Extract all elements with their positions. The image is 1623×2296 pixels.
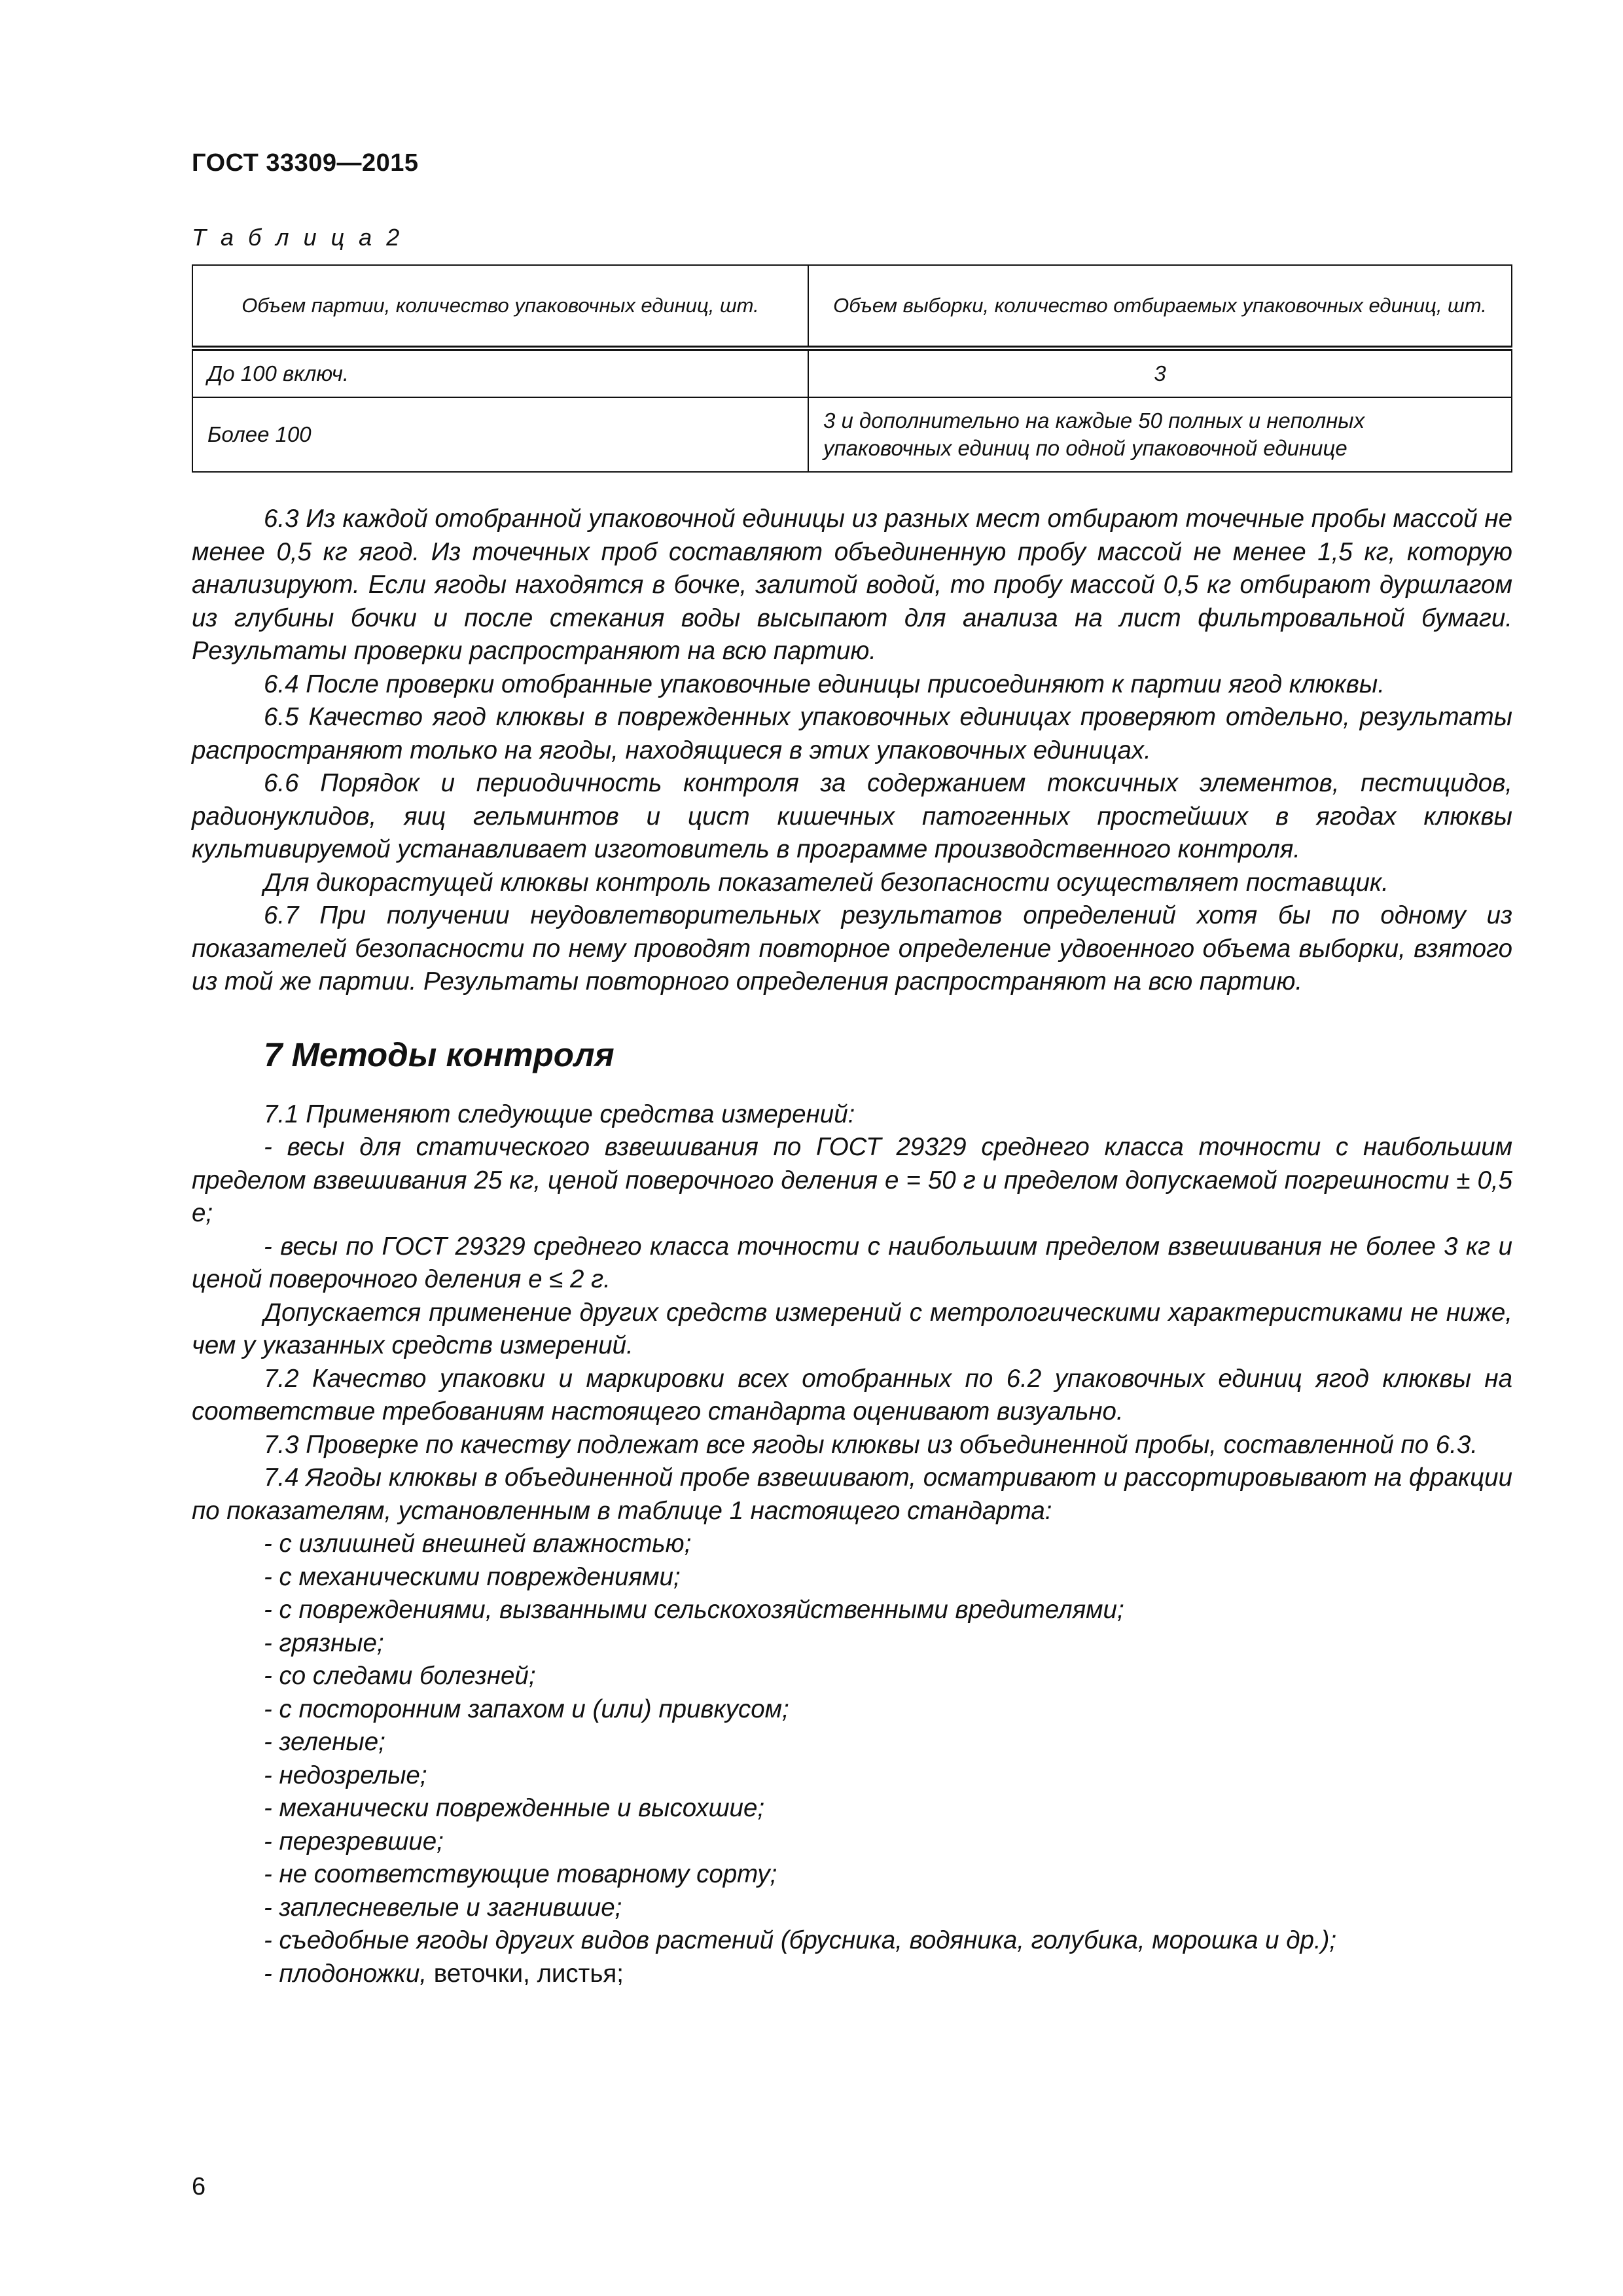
table-cell-sample: 3 и дополнительно на каждые 50 полных и неполных упаковочных единиц по одной упаковочной единице [808, 397, 1512, 472]
paragraph-7-3: 7.3 Проверке по качеству подлежат все ягоды клюквы из объединенной пробы, составленной по 6.3. [264, 1430, 1478, 1459]
list-item: - с механическими повреждениями; [264, 1562, 681, 1591]
table-header-row [192, 265, 1512, 348]
list-item-last-upright: веточки, листья; [427, 1959, 624, 1988]
list-item: - со следами болезней; [264, 1662, 536, 1690]
paragraph-7-1: 7.1 Применяют следующие средства измерений: [264, 1100, 855, 1128]
paragraph-6-6: 6.6 Порядок и периодичность контроля за содержанием токсичных элементов, пестицидов, радионуклидов, яиц гельминтов и цист кишечных патогенных простейших в ягодах клюквы культивируемой устанавливает изготовитель в программе производственного контроля. [192, 769, 1512, 863]
list-item-last [192, 1958, 1512, 1991]
document-body [192, 503, 1512, 1990]
paragraph-6-6-wild: Для дикорастущей клюквы контроль показателей безопасности осуществляет поставщик. [264, 868, 1389, 897]
list-item: - грязные; [264, 1628, 384, 1657]
list-item: - заплесневелые и загнившие; [264, 1893, 622, 1922]
list-item: - недозрелые; [264, 1761, 427, 1789]
list-item: - с повреждениями, вызванными сельскохозяйственными вредителями; [264, 1596, 1124, 1624]
list-item: - с посторонним запахом и (или) привкусом; [264, 1695, 789, 1723]
table-2 [192, 264, 1512, 473]
table-cell-sample: 3 [808, 348, 1512, 397]
table-row [192, 348, 1512, 397]
table-cell-lot: До 100 включ. [192, 348, 808, 397]
table-header-lot: Объем партии, количество упаковочных единиц, шт. [192, 265, 808, 348]
list-item: - перезревшие; [264, 1827, 444, 1856]
list-item: - механически поврежденные и высохшие; [264, 1794, 765, 1822]
paragraph-6-5: 6.5 Качество ягод клюквы в поврежденных упаковочных единицах проверяют отдельно, результаты распространяют только на ягоды, находящиеся в этих упаковочных единицах. [192, 703, 1512, 764]
paragraph-7-2: 7.2 Качество упаковки и маркировки всех отобранных по 6.2 упаковочных единиц ягод клюквы на соответствие требованиям настоящего стандарта оценивают визуально. [192, 1364, 1512, 1426]
list-item: - зеленые; [264, 1728, 385, 1756]
list-item: - съедобные ягоды других видов растений (брусника, водяника, голубика, морошка и др.); [264, 1926, 1337, 1954]
table-header-sample: Объем выборки, количество отбираемых упаковочных единиц, шт. [808, 265, 1512, 348]
table-row [192, 397, 1512, 472]
paragraph-7-1-scales-b: - весы по ГОСТ 29329 среднего класса точности с наибольшим пределом взвешивания не более 3 кг и ценой поверочного деления е ≤ 2 г. [192, 1232, 1512, 1293]
paragraph-6-3: 6.3 Из каждой отобранной упаковочной единицы из разных мест отбирают точечные пробы массой не менее 0,5 кг ягод. Из точечных проб составляют объединенную пробу массой не менее 1,5 кг, которую анализируют. Если ягоды находятся в бочке, залитой водой, то пробу массой 0,5 кг отбирают дуршлагом из глубины бочки и после стекания воды высыпают для анализа на лист фильтровальной бумаги. Результаты проверки распространяют на всю партию. [192, 505, 1512, 665]
table-cell-lot: Более 100 [192, 397, 808, 472]
paragraph-7-1-allowed: Допускается применение других средств измерений с метрологическими характеристиками не ниже, чем у указанных средств измерений. [192, 1298, 1512, 1359]
paragraph-7-4: 7.4 Ягоды клюквы в объединенной пробе взвешивают, осматривают и рассортировывают на фракции по показателям, установленным в таблице 1 настоящего стандарта: [192, 1463, 1512, 1525]
section-7-heading: 7 Методы контроля [264, 1035, 615, 1073]
paragraph-6-7: 6.7 При получении неудовлетворительных результатов определений хотя бы по одному из показателей безопасности по нему проводят повторное определение удвоенного объема выборки, взятого из той же партии. Результаты повторного определения распространяют на всю партию. [192, 901, 1512, 996]
paragraph-6-4: 6.4 После проверки отобранные упаковочные единицы присоединяют к партии ягод клюквы. [264, 670, 1385, 698]
list-item: - не соответствующие товарному сорту; [264, 1860, 777, 1888]
paragraph-7-1-scales-a: - весы для статического взвешивания по ГОСТ 29329 среднего класса точности с наибольшим пределом взвешивания 25 кг, ценой поверочного деления е = 50 г и пределом допускаемой погрешности ± 0,5 е; [192, 1133, 1512, 1227]
page-number: 6 [192, 2173, 206, 2200]
list-item-last-italic: - плодоножки, [264, 1959, 427, 1988]
standard-designation: ГОСТ 33309—2015 [192, 149, 419, 177]
table-caption: Т а б л и ц а 2 [192, 224, 404, 251]
list-item: - с излишней внешней влажностью; [264, 1530, 692, 1558]
fraction-list [192, 1528, 1512, 1990]
